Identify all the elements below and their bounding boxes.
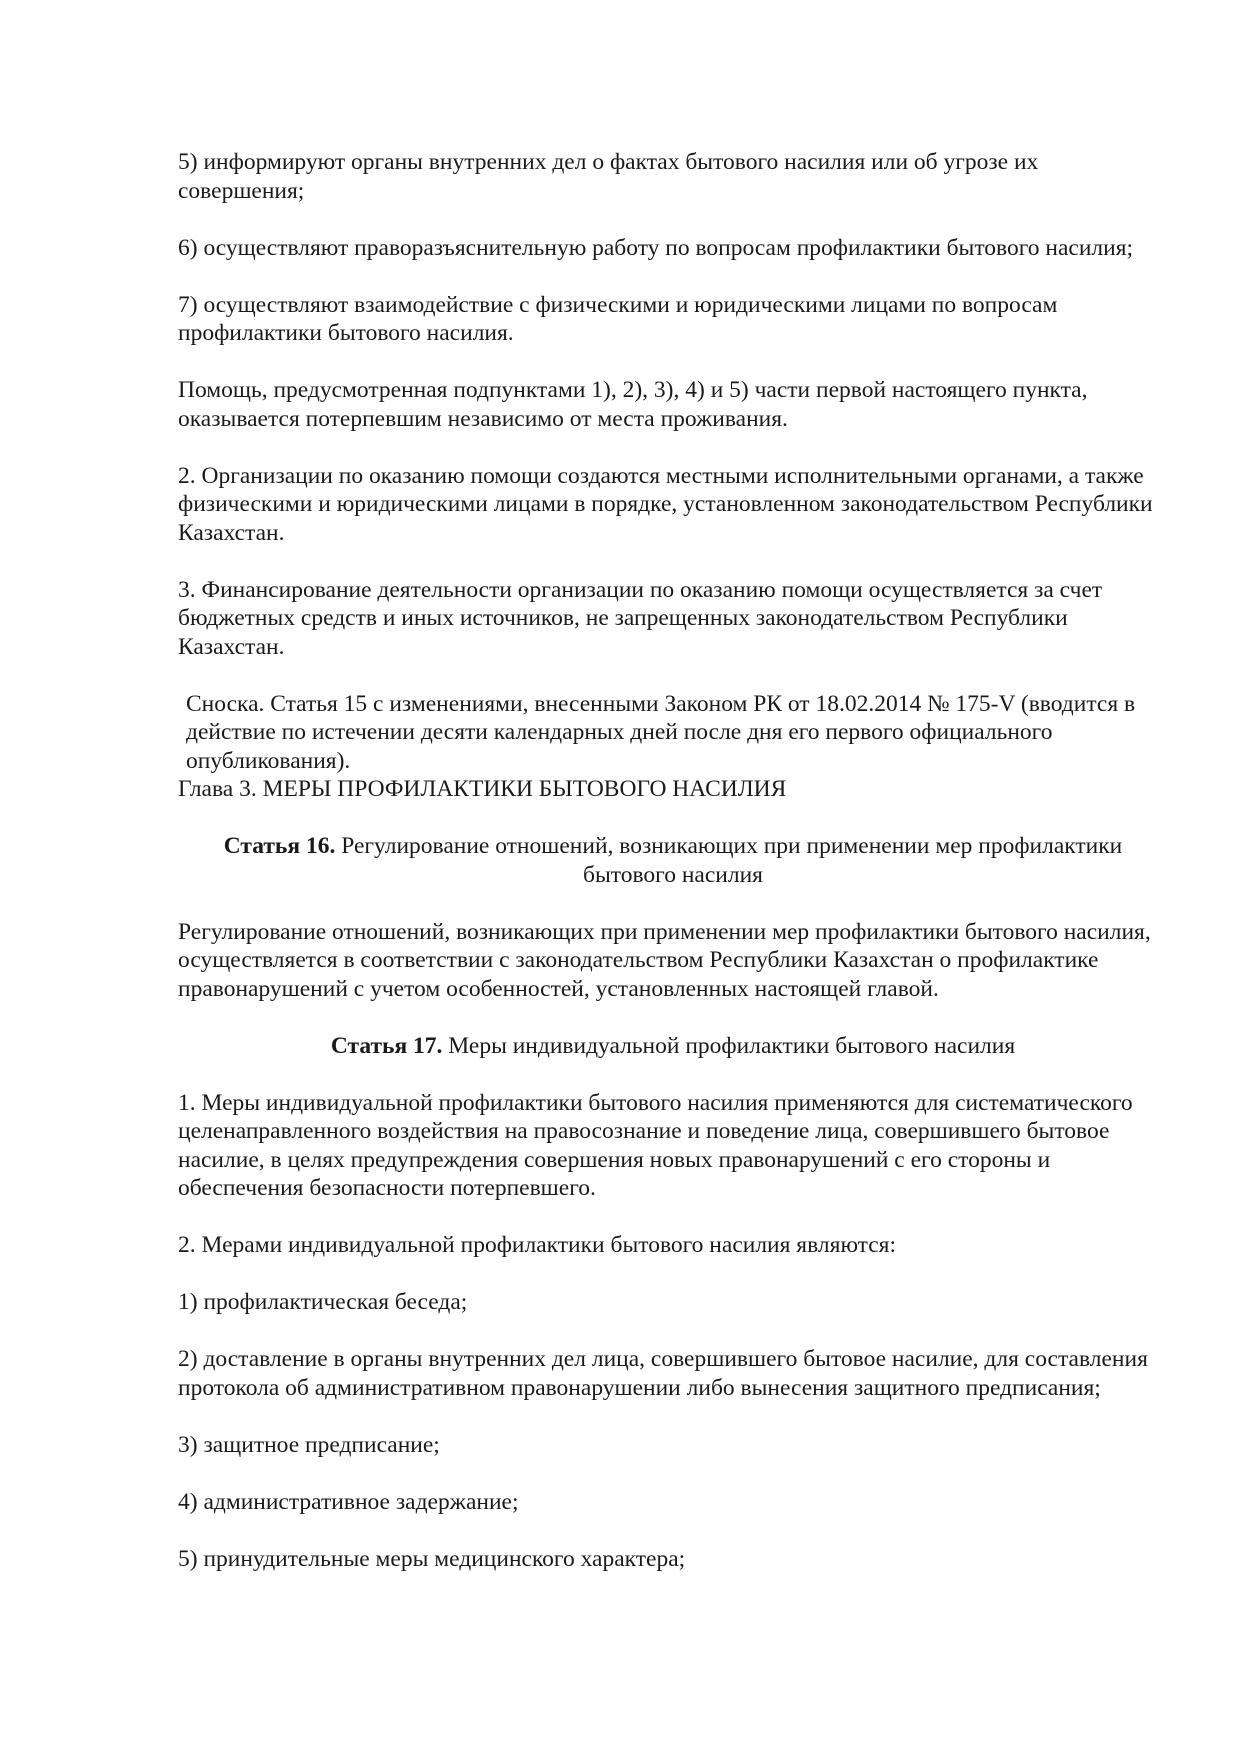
article-17-point-1: 1. Меры индивидуальной профилактики бытового насилия применяются для систематического целенаправленного воздействия на правосознание и поведение лица, совершившего бытовое насилие, в целях предупреждения совершения новых правонарушений с его стороны и обеспечения безопасности потерпевшего. [178, 1089, 1133, 1201]
measure-item-4: 4) административное задержание; [178, 1488, 519, 1515]
article-16-title: Регулирование отношений, возникающих при применении мер профилактики бытового насилия [335, 833, 1123, 888]
paragraph-item-5: 5) информируют органы внутренних дел о фактах бытового насилия или об угрозе их совершения; [178, 149, 1039, 204]
measure-item-1: 1) профилактическая беседа; [178, 1289, 468, 1315]
article-16-body: Регулирование отношений, возникающих при применении мер профилактики бытового насилия, осуществляется в соответствии с законодательством Республики Казахстан о профилактике правонарушений с учетом особенностей, установленных настоящей главой. [178, 918, 1151, 1002]
measure-item-5: 5) принудительные меры медицинского характера; [178, 1545, 686, 1572]
paragraph-point-3: 3. Финансирование деятельности организации по оказанию помощи осуществляется за счет бюджетных средств и иных источников, не запрещенных законодательством Республики Казахстан. [178, 576, 1103, 660]
measure-item-2: 2) доставление в органы внутренних дел лица, совершившего бытовое насилие, для составления протокола об административном правонарушении либо вынесения защитного предписания; [178, 1346, 1148, 1401]
footnote: Сноска. Статья 15 с изменениями, внесенными Законом РК от 18.02.2014 № 175-V (вводится в действие по истечении десяти календарных дней после дня его первого официального опубликования). [186, 690, 1136, 774]
chapter-heading: Глава 3. МЕРЫ ПРОФИЛАКТИКИ БЫТОВОГО НАСИЛИЯ [178, 776, 787, 802]
article-16-heading [178, 832, 1168, 889]
measure-item-3: 3) защитное предписание; [178, 1431, 440, 1458]
paragraph-item-7: 7) осуществляют взаимодействие с физическими и юридическими лицами по вопросам профилактики бытового насилия. [178, 291, 1058, 346]
paragraph-item-6: 6) осуществляют праворазъяснительную работу по вопросам профилактики бытового насилия; [178, 234, 1134, 261]
article-17-label: Статья 17. [330, 1032, 443, 1059]
article-16-label: Статья 16. [223, 833, 336, 859]
article-17-point-2: 2. Мерами индивидуальной профилактики бытового насилия являются: [178, 1232, 897, 1258]
paragraph-help-note: Помощь, предусмотренная подпунктами 1), 2), 3), 4) и 5) части первой настоящего пункта, оказывается потерпевшим независимо от места проживания. [178, 377, 1088, 432]
document-page [178, 148, 1168, 1602]
article-17-title: Меры индивидуальной профилактики бытового насилия [442, 1032, 1016, 1059]
article-17-heading [178, 1032, 1168, 1061]
paragraph-point-2: 2. Организации по оказанию помощи создаются местными исполнительными органами, а также физическими и юридическими лицами в порядке, установленном законодательством Республики Казахстан. [178, 462, 1153, 546]
